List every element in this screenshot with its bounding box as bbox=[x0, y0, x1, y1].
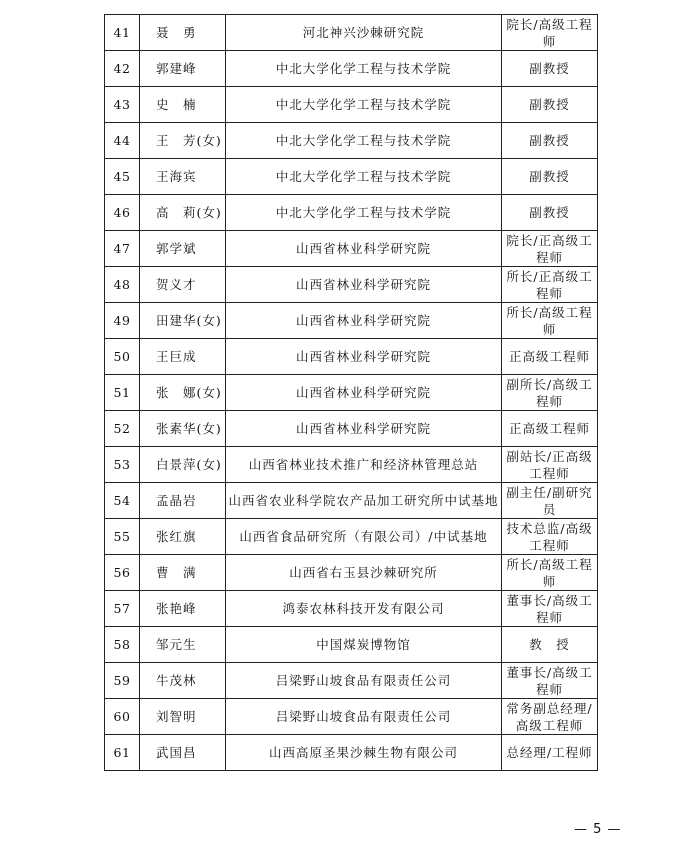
organization-cell: 山西省林业科学研究院 bbox=[226, 231, 502, 267]
job-title-cell: 副教授 bbox=[502, 159, 598, 195]
job-title-cell: 教 授 bbox=[502, 627, 598, 663]
organization-cell: 吕梁野山坡食品有限责任公司 bbox=[226, 699, 502, 735]
job-title-cell: 副教授 bbox=[502, 51, 598, 87]
table-row bbox=[105, 663, 598, 699]
organization-cell: 河北神兴沙棘研究院 bbox=[226, 15, 502, 51]
person-name-cell: 曹 满 bbox=[140, 555, 226, 591]
person-name-cell: 张 娜(女) bbox=[140, 375, 226, 411]
row-number-cell: 44 bbox=[105, 123, 140, 159]
job-title-cell: 技术总监/高级工程师 bbox=[502, 519, 598, 555]
person-name-cell: 武国昌 bbox=[140, 735, 226, 771]
row-number-cell: 54 bbox=[105, 483, 140, 519]
table-row bbox=[105, 195, 598, 231]
table-row bbox=[105, 303, 598, 339]
job-title-cell: 副教授 bbox=[502, 195, 598, 231]
organization-cell: 鸿泰农林科技开发有限公司 bbox=[226, 591, 502, 627]
person-name-cell: 田建华(女) bbox=[140, 303, 226, 339]
row-number-cell: 58 bbox=[105, 627, 140, 663]
row-number-cell: 57 bbox=[105, 591, 140, 627]
table-row bbox=[105, 483, 598, 519]
job-title-cell: 副主任/副研究员 bbox=[502, 483, 598, 519]
person-name-cell: 白景萍(女) bbox=[140, 447, 226, 483]
person-name-cell: 高 莉(女) bbox=[140, 195, 226, 231]
table-row bbox=[105, 699, 598, 735]
row-number-cell: 55 bbox=[105, 519, 140, 555]
person-name-cell: 牛茂林 bbox=[140, 663, 226, 699]
organization-cell: 山西省右玉县沙棘研究所 bbox=[226, 555, 502, 591]
roster-table bbox=[104, 14, 598, 771]
table-row bbox=[105, 591, 598, 627]
job-title-cell: 副所长/高级工程师 bbox=[502, 375, 598, 411]
job-title-cell: 院长/高级工程师 bbox=[502, 15, 598, 51]
table-row bbox=[105, 231, 598, 267]
job-title-cell: 总经理/工程师 bbox=[502, 735, 598, 771]
person-name-cell: 邹元生 bbox=[140, 627, 226, 663]
person-name-cell: 史 楠 bbox=[140, 87, 226, 123]
row-number-cell: 47 bbox=[105, 231, 140, 267]
organization-cell: 中北大学化学工程与技术学院 bbox=[226, 195, 502, 231]
row-number-cell: 42 bbox=[105, 51, 140, 87]
table-row bbox=[105, 87, 598, 123]
table-row bbox=[105, 159, 598, 195]
person-name-cell: 郭建峰 bbox=[140, 51, 226, 87]
organization-cell: 山西省林业科学研究院 bbox=[226, 375, 502, 411]
roster-table-body bbox=[105, 15, 598, 771]
organization-cell: 中北大学化学工程与技术学院 bbox=[226, 51, 502, 87]
person-name-cell: 王海宾 bbox=[140, 159, 226, 195]
organization-cell: 山西省农业科学院农产品加工研究所中试基地 bbox=[226, 483, 502, 519]
person-name-cell: 张艳峰 bbox=[140, 591, 226, 627]
organization-cell: 山西省林业科学研究院 bbox=[226, 303, 502, 339]
job-title-cell: 副教授 bbox=[502, 123, 598, 159]
row-number-cell: 53 bbox=[105, 447, 140, 483]
organization-cell: 中北大学化学工程与技术学院 bbox=[226, 87, 502, 123]
job-title-cell: 董事长/高级工程师 bbox=[502, 591, 598, 627]
person-name-cell: 王巨成 bbox=[140, 339, 226, 375]
organization-cell: 山西省林业技术推广和经济林管理总站 bbox=[226, 447, 502, 483]
row-number-cell: 51 bbox=[105, 375, 140, 411]
table-row bbox=[105, 627, 598, 663]
row-number-cell: 46 bbox=[105, 195, 140, 231]
organization-cell: 吕梁野山坡食品有限责任公司 bbox=[226, 663, 502, 699]
row-number-cell: 48 bbox=[105, 267, 140, 303]
person-name-cell: 刘智明 bbox=[140, 699, 226, 735]
person-name-cell: 张素华(女) bbox=[140, 411, 226, 447]
organization-cell: 山西省林业科学研究院 bbox=[226, 267, 502, 303]
person-name-cell: 郭学斌 bbox=[140, 231, 226, 267]
person-name-cell: 王 芳(女) bbox=[140, 123, 226, 159]
job-title-cell: 正高级工程师 bbox=[502, 411, 598, 447]
table-row bbox=[105, 51, 598, 87]
row-number-cell: 52 bbox=[105, 411, 140, 447]
job-title-cell: 副站长/正高级工程师 bbox=[502, 447, 598, 483]
table-row bbox=[105, 447, 598, 483]
job-title-cell: 所长/正高级工程师 bbox=[502, 267, 598, 303]
page-number: — 5 — bbox=[574, 822, 622, 837]
job-title-cell: 所长/高级工程师 bbox=[502, 555, 598, 591]
table-row bbox=[105, 519, 598, 555]
row-number-cell: 60 bbox=[105, 699, 140, 735]
table-row bbox=[105, 555, 598, 591]
table-row bbox=[105, 411, 598, 447]
organization-cell: 山西省林业科学研究院 bbox=[226, 411, 502, 447]
row-number-cell: 45 bbox=[105, 159, 140, 195]
table-row bbox=[105, 267, 598, 303]
row-number-cell: 59 bbox=[105, 663, 140, 699]
person-name-cell: 聂 勇 bbox=[140, 15, 226, 51]
table-row bbox=[105, 15, 598, 51]
table-row bbox=[105, 339, 598, 375]
person-name-cell: 贺义才 bbox=[140, 267, 226, 303]
organization-cell: 中北大学化学工程与技术学院 bbox=[226, 159, 502, 195]
organization-cell: 中北大学化学工程与技术学院 bbox=[226, 123, 502, 159]
table-row bbox=[105, 735, 598, 771]
job-title-cell: 常务副总经理/高级工程师 bbox=[502, 699, 598, 735]
person-name-cell: 张红旗 bbox=[140, 519, 226, 555]
job-title-cell: 正高级工程师 bbox=[502, 339, 598, 375]
organization-cell: 山西高原圣果沙棘生物有限公司 bbox=[226, 735, 502, 771]
job-title-cell: 董事长/高级工程师 bbox=[502, 663, 598, 699]
organization-cell: 山西省林业科学研究院 bbox=[226, 339, 502, 375]
row-number-cell: 61 bbox=[105, 735, 140, 771]
row-number-cell: 50 bbox=[105, 339, 140, 375]
job-title-cell: 副教授 bbox=[502, 87, 598, 123]
person-name-cell: 孟晶岩 bbox=[140, 483, 226, 519]
row-number-cell: 41 bbox=[105, 15, 140, 51]
table-row bbox=[105, 375, 598, 411]
organization-cell: 中国煤炭博物馆 bbox=[226, 627, 502, 663]
table-row bbox=[105, 123, 598, 159]
organization-cell: 山西省食品研究所（有限公司）/中试基地 bbox=[226, 519, 502, 555]
row-number-cell: 56 bbox=[105, 555, 140, 591]
row-number-cell: 49 bbox=[105, 303, 140, 339]
row-number-cell: 43 bbox=[105, 87, 140, 123]
job-title-cell: 院长/正高级工程师 bbox=[502, 231, 598, 267]
job-title-cell: 所长/高级工程师 bbox=[502, 303, 598, 339]
